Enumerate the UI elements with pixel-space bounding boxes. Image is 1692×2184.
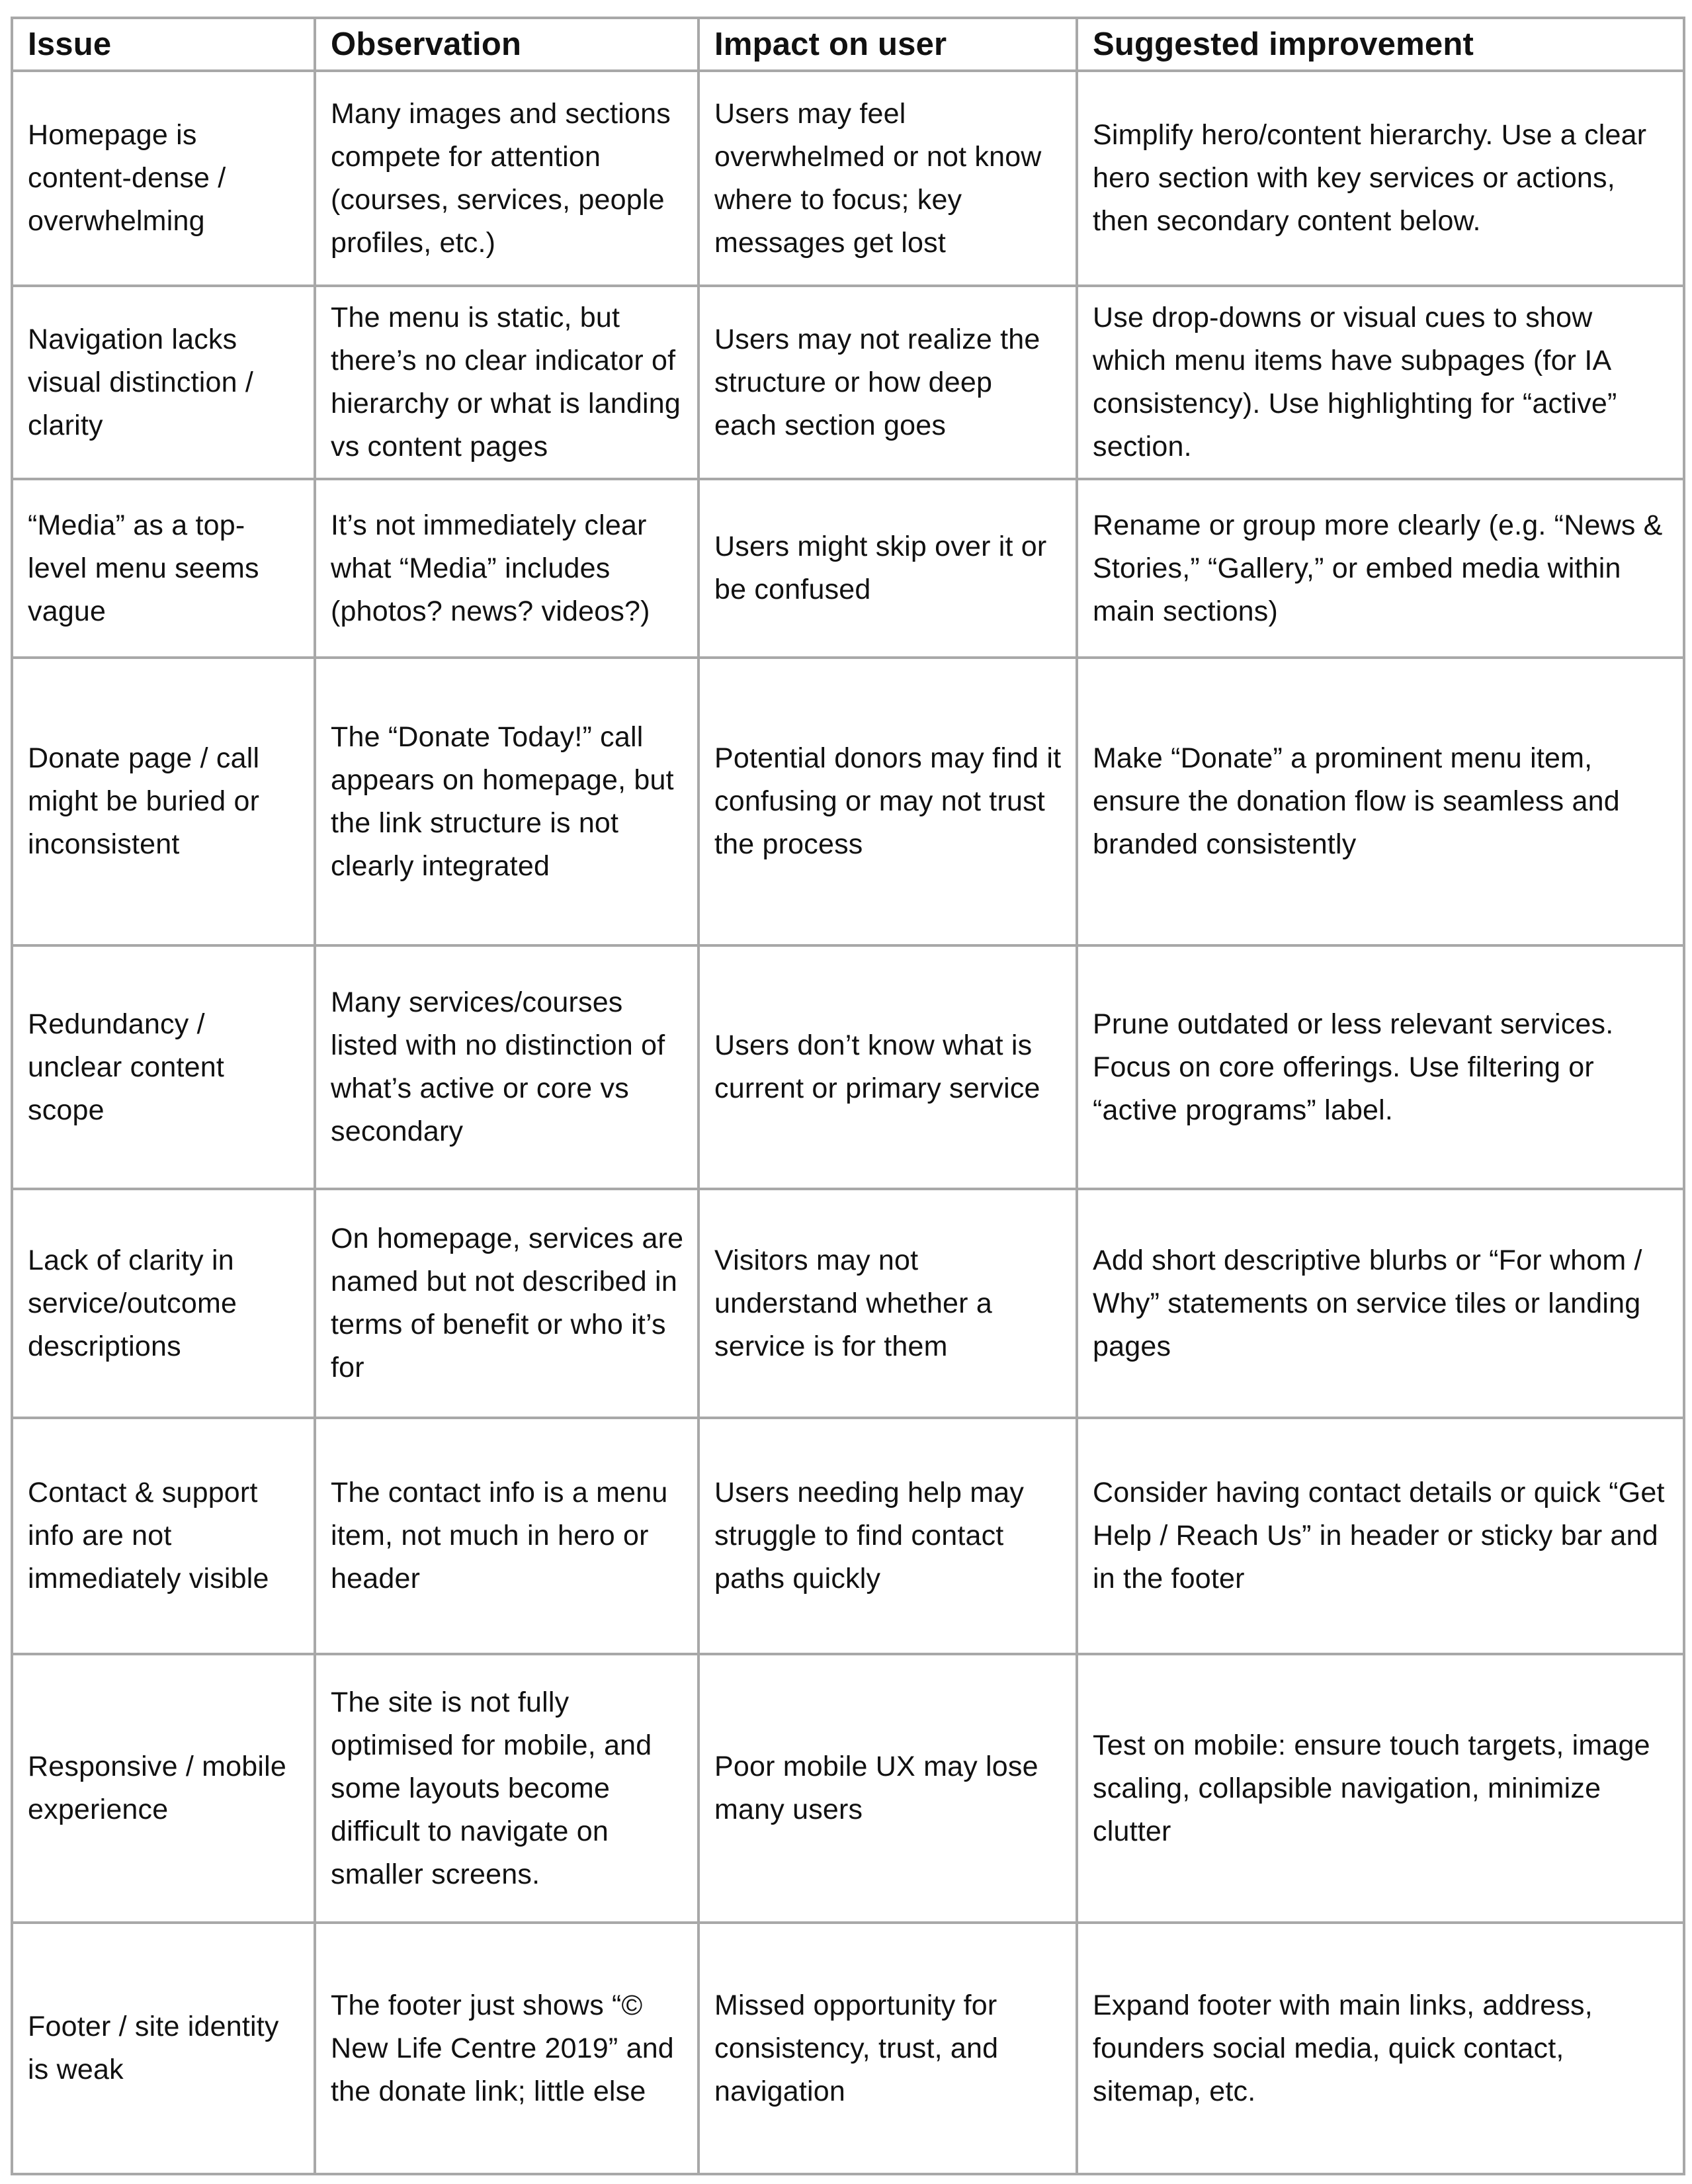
cell-improvement: Prune outdated or less relevant services. Focus on core offerings. Use filtering or “active programs” label. <box>1077 945 1684 1189</box>
cell-impact: Potential donors may find it confusing or may not trust the process <box>698 658 1077 945</box>
table-header-row <box>12 18 1684 71</box>
cell-impact: Visitors may not understand whether a service is for them <box>698 1189 1077 1418</box>
header-observation: Observation <box>315 18 698 71</box>
cell-observation: The contact info is a menu item, not much in hero or header <box>315 1418 698 1654</box>
ux-issues-table <box>11 17 1685 2175</box>
header-issue: Issue <box>12 18 315 71</box>
table-row <box>12 286 1684 479</box>
cell-issue: Navigation lacks visual distinction / clarity <box>12 286 315 479</box>
cell-observation: The menu is static, but there’s no clear indicator of hierarchy or what is landing vs content pages <box>315 286 698 479</box>
cell-impact: Users might skip over it or be confused <box>698 479 1077 658</box>
table-row <box>12 658 1684 945</box>
cell-improvement: Expand footer with main links, address, founders social media, quick contact, sitemap, etc. <box>1077 1923 1684 2174</box>
cell-issue: “Media” as a top-level menu seems vague <box>12 479 315 658</box>
cell-observation: The “Donate Today!” call appears on homepage, but the link structure is not clearly integrated <box>315 658 698 945</box>
cell-impact: Users don’t know what is current or primary service <box>698 945 1077 1189</box>
cell-observation: Many images and sections compete for attention (courses, services, people profiles, etc.) <box>315 71 698 286</box>
cell-issue: Homepage is content-dense / overwhelming <box>12 71 315 286</box>
cell-improvement: Consider having contact details or quick “Get Help / Reach Us” in header or sticky bar and in the footer <box>1077 1418 1684 1654</box>
cell-improvement: Rename or group more clearly (e.g. “News & Stories,” “Gallery,” or embed media within main sections) <box>1077 479 1684 658</box>
header-impact: Impact on user <box>698 18 1077 71</box>
cell-improvement: Use drop-downs or visual cues to show which menu items have subpages (for IA consistency). Use highlighting for “active” section. <box>1077 286 1684 479</box>
cell-improvement: Simplify hero/content hierarchy. Use a clear hero section with key services or actions, then secondary content below. <box>1077 71 1684 286</box>
cell-issue: Footer / site identity is weak <box>12 1923 315 2174</box>
cell-improvement: Make “Donate” a prominent menu item, ensure the donation flow is seamless and branded consistently <box>1077 658 1684 945</box>
cell-observation: On homepage, services are named but not described in terms of benefit or who it’s for <box>315 1189 698 1418</box>
cell-issue: Donate page / call might be buried or inconsistent <box>12 658 315 945</box>
cell-issue: Redundancy / unclear content scope <box>12 945 315 1189</box>
cell-observation: The footer just shows “© New Life Centre 2019” and the donate link; little else <box>315 1923 698 2174</box>
table-row <box>12 479 1684 658</box>
table-row <box>12 1923 1684 2174</box>
cell-observation: It’s not immediately clear what “Media” includes (photos? news? videos?) <box>315 479 698 658</box>
cell-issue: Lack of clarity in service/outcome descriptions <box>12 1189 315 1418</box>
table-row <box>12 1654 1684 1923</box>
cell-impact: Missed opportunity for consistency, trust, and navigation <box>698 1923 1077 2174</box>
cell-impact: Users needing help may struggle to find contact paths quickly <box>698 1418 1077 1654</box>
cell-improvement: Test on mobile: ensure touch targets, image scaling, collapsible navigation, minimize clutter <box>1077 1654 1684 1923</box>
table-row <box>12 1418 1684 1654</box>
cell-observation: Many services/courses listed with no distinction of what’s active or core vs secondary <box>315 945 698 1189</box>
cell-impact: Users may feel overwhelmed or not know where to focus; key messages get lost <box>698 71 1077 286</box>
cell-issue: Responsive / mobile experience <box>12 1654 315 1923</box>
header-improvement: Suggested improvement <box>1077 18 1684 71</box>
cell-improvement: Add short descriptive blurbs or “For whom / Why” statements on service tiles or landing pages <box>1077 1189 1684 1418</box>
table-row <box>12 945 1684 1189</box>
table-row <box>12 1189 1684 1418</box>
cell-issue: Contact & support info are not immediately visible <box>12 1418 315 1654</box>
table-row <box>12 71 1684 286</box>
cell-observation: The site is not fully optimised for mobile, and some layouts become difficult to navigate on smaller screens. <box>315 1654 698 1923</box>
cell-impact: Poor mobile UX may lose many users <box>698 1654 1077 1923</box>
cell-impact: Users may not realize the structure or how deep each section goes <box>698 286 1077 479</box>
